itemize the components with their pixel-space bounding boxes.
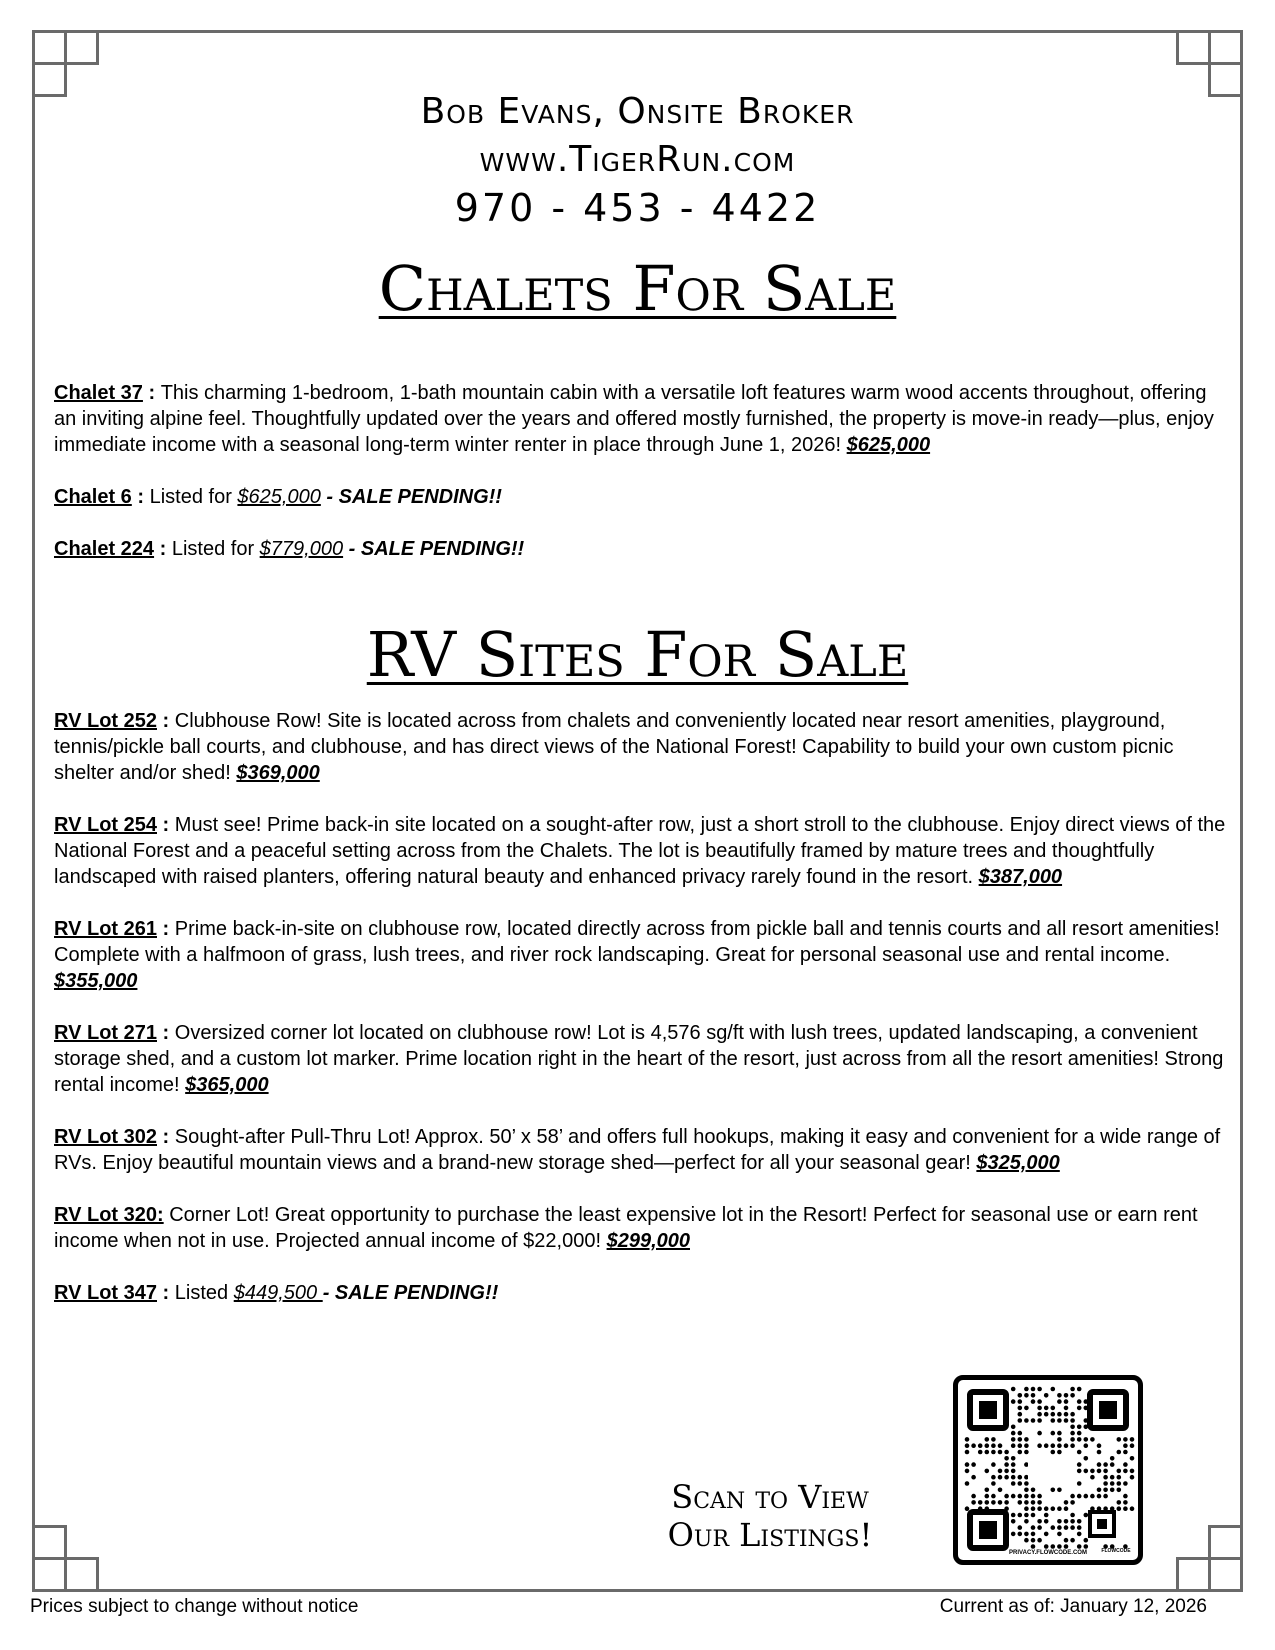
qr-module bbox=[1018, 1406, 1023, 1411]
qr-module bbox=[965, 1469, 970, 1474]
qr-module bbox=[1077, 1462, 1082, 1467]
qr-module bbox=[1057, 1525, 1062, 1530]
qr-module bbox=[1077, 1399, 1082, 1404]
qr-module bbox=[1051, 1488, 1056, 1493]
qr-module bbox=[1117, 1475, 1122, 1480]
qr-module bbox=[1031, 1393, 1036, 1398]
qr-module bbox=[1070, 1393, 1075, 1398]
listing-rv-lot-271: RV Lot 271 : Oversized corner lot located on clubhouse row! Lot is 4,576 sg/ft with lush trees, updated landscaping, a convenient storage shed, and a custom lot marker. Prime location right in the heart of the resort, just across from all the resort amenities! Strong rental income! $365,000 bbox=[54, 1022, 1224, 1096]
qr-module bbox=[1018, 1393, 1023, 1398]
qr-module bbox=[1130, 1437, 1135, 1442]
qr-module bbox=[1057, 1443, 1062, 1448]
qr-module bbox=[991, 1481, 996, 1486]
qr-module bbox=[1070, 1418, 1075, 1423]
qr-module bbox=[985, 1500, 990, 1505]
qr-module bbox=[1011, 1437, 1016, 1442]
qr-module bbox=[1064, 1393, 1069, 1398]
qr-module bbox=[1018, 1450, 1023, 1455]
qr-module bbox=[1051, 1431, 1056, 1436]
phone-number[interactable]: 970 - 453 - 4422 bbox=[454, 186, 821, 230]
qr-module bbox=[1057, 1544, 1062, 1549]
scan-prompt: Scan to View Our Listings! bbox=[667, 1478, 873, 1554]
qr-module bbox=[1084, 1513, 1089, 1518]
qr-module bbox=[1011, 1431, 1016, 1436]
qr-module bbox=[1103, 1469, 1108, 1474]
qr-module bbox=[1123, 1506, 1128, 1511]
qr-module bbox=[965, 1437, 970, 1442]
qr-module bbox=[1018, 1443, 1023, 1448]
qr-module bbox=[1044, 1519, 1049, 1524]
qr-module bbox=[1024, 1418, 1029, 1423]
chalets-heading: Chalets For Sale bbox=[378, 252, 897, 325]
qr-module bbox=[965, 1443, 970, 1448]
qr-code-graphic bbox=[958, 1380, 1138, 1560]
qr-module bbox=[1070, 1538, 1075, 1543]
qr-module bbox=[1004, 1500, 1009, 1505]
qr-module bbox=[1110, 1475, 1115, 1480]
qr-module bbox=[1084, 1494, 1089, 1499]
qr-module bbox=[1057, 1488, 1062, 1493]
qr-module bbox=[1077, 1544, 1082, 1549]
qr-module bbox=[1011, 1425, 1016, 1430]
qr-module bbox=[1084, 1538, 1089, 1543]
rv-listings bbox=[54, 708, 1226, 1332]
qr-module bbox=[1044, 1393, 1049, 1398]
qr-module bbox=[1103, 1494, 1108, 1499]
qr-module bbox=[1051, 1450, 1056, 1455]
qr-module bbox=[1117, 1500, 1122, 1505]
qr-module bbox=[1090, 1494, 1095, 1499]
qr-module bbox=[1064, 1538, 1069, 1543]
qr-module bbox=[1123, 1500, 1128, 1505]
qr-module bbox=[1097, 1450, 1102, 1455]
qr-module bbox=[1031, 1538, 1036, 1543]
qr-module bbox=[985, 1437, 990, 1442]
qr-module bbox=[971, 1462, 976, 1467]
qr-module bbox=[1018, 1431, 1023, 1436]
qr-module bbox=[1018, 1532, 1023, 1537]
qr-module bbox=[1031, 1500, 1036, 1505]
qr-module bbox=[1077, 1469, 1082, 1474]
qr-module bbox=[1018, 1437, 1023, 1442]
qr-module bbox=[1064, 1519, 1069, 1524]
qr-module bbox=[1077, 1481, 1082, 1486]
qr-module bbox=[1011, 1494, 1016, 1499]
broker-header bbox=[0, 88, 1275, 232]
qr-module bbox=[1070, 1525, 1075, 1530]
qr-module bbox=[1051, 1443, 1056, 1448]
qr-module bbox=[978, 1443, 983, 1448]
qr-module bbox=[1130, 1506, 1135, 1511]
qr-module bbox=[998, 1443, 1003, 1448]
qr-module bbox=[1044, 1532, 1049, 1537]
listing-rv-lot-252: RV Lot 252 : Clubhouse Row! Site is located across from chalets and conveniently located near resort amenities, playground, tennis/pickle ball courts, and clubhouse, and has direct views of the National Forest! Capability to build your own custom picnic shelter and/or shed! $369,000 bbox=[54, 710, 1174, 784]
qr-module bbox=[1070, 1425, 1075, 1430]
listing-rv-lot-320: RV Lot 320: Corner Lot! Great opportunity to purchase the least expensive lot in the Resort! Perfect for seasonal use or earn rent income when not in use. Projected annual income of $22,000! $299,000 bbox=[54, 1204, 1198, 1252]
qr-module bbox=[985, 1450, 990, 1455]
qr-module bbox=[978, 1450, 983, 1455]
qr-module bbox=[1057, 1393, 1062, 1398]
listing-rv-lot-347: RV Lot 347 : Listed $449,500 - SALE PENDING!! bbox=[54, 1282, 499, 1304]
qr-module bbox=[1018, 1412, 1023, 1417]
qr-module bbox=[1103, 1488, 1108, 1493]
qr-module bbox=[1018, 1500, 1023, 1505]
qr-module bbox=[1064, 1412, 1069, 1417]
qr-module bbox=[1130, 1456, 1135, 1461]
qr-module bbox=[1031, 1532, 1036, 1537]
qr-module bbox=[1057, 1450, 1062, 1455]
qr-module bbox=[1044, 1506, 1049, 1511]
qr-module bbox=[1103, 1475, 1108, 1480]
qr-module bbox=[998, 1469, 1003, 1474]
qr-module bbox=[985, 1443, 990, 1448]
qr-module bbox=[1077, 1431, 1082, 1436]
qr-module bbox=[1084, 1544, 1089, 1549]
qr-module bbox=[1123, 1469, 1128, 1474]
qr-module bbox=[1070, 1513, 1075, 1518]
qr-module bbox=[1037, 1538, 1042, 1543]
qr-module bbox=[998, 1475, 1003, 1480]
qr-module bbox=[985, 1488, 990, 1493]
qr-module bbox=[1024, 1506, 1029, 1511]
qr-module bbox=[1064, 1544, 1069, 1549]
qr-module bbox=[1031, 1418, 1036, 1423]
qr-module bbox=[1057, 1412, 1062, 1417]
qr-module bbox=[978, 1500, 983, 1505]
qr-module bbox=[1018, 1525, 1023, 1530]
qr-module bbox=[1011, 1443, 1016, 1448]
qr-module bbox=[1004, 1475, 1009, 1480]
qr-module bbox=[1037, 1431, 1042, 1436]
qr-module bbox=[1004, 1494, 1009, 1499]
qr-module bbox=[1037, 1418, 1042, 1423]
qr-module bbox=[1044, 1406, 1049, 1411]
corner-ornament-bottom-right bbox=[1173, 1522, 1243, 1592]
qr-module bbox=[1011, 1462, 1016, 1467]
qr-module bbox=[1024, 1532, 1029, 1537]
qr-module bbox=[1018, 1494, 1023, 1499]
qr-module bbox=[1057, 1431, 1062, 1436]
listing-rv-lot-302: RV Lot 302 : Sought-after Pull-Thru Lot! Approx. 50’ x 58’ and offers full hookups, making it easy and convenient for a wide range of RVs. Enjoy beautiful mountain views and a brand-new storage shed—perfect for all your seasonal gear! $325,000 bbox=[54, 1126, 1221, 1174]
qr-module bbox=[998, 1450, 1003, 1455]
qr-module bbox=[1117, 1437, 1122, 1442]
qr-module bbox=[991, 1500, 996, 1505]
qr-module bbox=[1024, 1450, 1029, 1455]
qr-module bbox=[1084, 1437, 1089, 1442]
qr-module bbox=[1090, 1437, 1095, 1442]
qr-module bbox=[1123, 1462, 1128, 1467]
qr-module bbox=[1103, 1462, 1108, 1467]
qr-module bbox=[1070, 1437, 1075, 1442]
qr-module bbox=[991, 1475, 996, 1480]
qr-module bbox=[965, 1481, 970, 1486]
qr-module bbox=[1057, 1399, 1062, 1404]
qr-module bbox=[1123, 1437, 1128, 1442]
qr-module bbox=[1011, 1481, 1016, 1486]
qr-module bbox=[971, 1500, 976, 1505]
qr-module bbox=[1024, 1494, 1029, 1499]
qr-module bbox=[985, 1494, 990, 1499]
qr-module bbox=[1037, 1399, 1042, 1404]
qr-module bbox=[1057, 1519, 1062, 1524]
qr-module bbox=[1123, 1494, 1128, 1499]
qr-module bbox=[1031, 1525, 1036, 1530]
qr-module bbox=[1070, 1494, 1075, 1499]
qr-module bbox=[1024, 1488, 1029, 1493]
listing-chalet-37: Chalet 37 : This charming 1-bedroom, 1-bath mountain cabin with a versatile loft features warm wood accents throughout, offering an inviting alpine feel. Thoughtfully updated over the years and offered mostly furnished, the property is move-in ready—plus, enjoy immediate income with a seasonal long-term winter renter in place through June 1, 2026! $625,000 bbox=[54, 382, 1214, 456]
qr-module bbox=[1031, 1506, 1036, 1511]
qr-module bbox=[1077, 1525, 1082, 1530]
qr-module bbox=[1057, 1532, 1062, 1537]
qr-module bbox=[1051, 1412, 1056, 1417]
qr-module bbox=[991, 1494, 996, 1499]
qr-module bbox=[1011, 1532, 1016, 1537]
qr-module bbox=[1077, 1406, 1082, 1411]
qr-module bbox=[991, 1437, 996, 1442]
qr-module bbox=[1037, 1500, 1042, 1505]
qr-module bbox=[1011, 1456, 1016, 1461]
qr-module bbox=[1117, 1506, 1122, 1511]
qr-module bbox=[1024, 1393, 1029, 1398]
qr-module bbox=[1084, 1443, 1089, 1448]
qr-module bbox=[1037, 1494, 1042, 1499]
qr-module bbox=[1024, 1513, 1029, 1518]
qr-module bbox=[1004, 1462, 1009, 1467]
qr-module bbox=[1110, 1456, 1115, 1461]
qr-module bbox=[1070, 1412, 1075, 1417]
qr-module bbox=[965, 1450, 970, 1455]
qr-module bbox=[1031, 1513, 1036, 1518]
qr-module bbox=[1031, 1544, 1036, 1549]
qr-module bbox=[1051, 1525, 1056, 1530]
qr-module bbox=[1037, 1519, 1042, 1524]
qr-module bbox=[1024, 1481, 1029, 1486]
qr-module bbox=[1051, 1418, 1056, 1423]
listing-rv-lot-254: RV Lot 254 : Must see! Prime back-in site located on a sought-after row, just a short stroll to the clubhouse. Enjoy direct views of the National Forest and a peaceful setting across from the Chalets. The lot is beautifully framed by mature trees and thoughtfully landscaped with raised planters, offering natural beauty and enhanced privacy rarely found in the resort. $387,000 bbox=[54, 814, 1226, 888]
rv-sites-heading: RV Sites For Sale bbox=[366, 618, 909, 691]
qr-module bbox=[1123, 1443, 1128, 1448]
qr-module bbox=[1057, 1418, 1062, 1423]
qr-module bbox=[1057, 1506, 1062, 1511]
qr-module bbox=[985, 1469, 990, 1474]
qr-module bbox=[1130, 1469, 1135, 1474]
chalet-listings bbox=[54, 380, 1226, 588]
qr-module bbox=[1037, 1412, 1042, 1417]
qr-module bbox=[1064, 1443, 1069, 1448]
current-as-of-date: Current as of: January 12, 2026 bbox=[939, 1596, 1207, 1617]
qr-module bbox=[1011, 1399, 1016, 1404]
qr-module bbox=[965, 1506, 970, 1511]
qr-module bbox=[1011, 1513, 1016, 1518]
qr-module bbox=[1004, 1456, 1009, 1461]
qr-module bbox=[1064, 1506, 1069, 1511]
qr-module bbox=[1044, 1544, 1049, 1549]
qr-module bbox=[1024, 1406, 1029, 1411]
qr-module bbox=[1070, 1519, 1075, 1524]
qr-module bbox=[1011, 1519, 1016, 1524]
qr-module bbox=[1037, 1506, 1042, 1511]
qr-module bbox=[1024, 1437, 1029, 1442]
qr-module bbox=[1051, 1544, 1056, 1549]
qr-module bbox=[1084, 1469, 1089, 1474]
qr-module bbox=[1103, 1481, 1108, 1486]
corner-ornament-bottom-left bbox=[32, 1522, 102, 1592]
website-link[interactable]: www.TigerRun.com bbox=[479, 139, 796, 180]
qr-module bbox=[1070, 1431, 1075, 1436]
qr-module bbox=[1117, 1450, 1122, 1455]
qr-module bbox=[1110, 1462, 1115, 1467]
qr-module bbox=[1031, 1488, 1036, 1493]
qr-module bbox=[1011, 1469, 1016, 1474]
qr-module bbox=[998, 1488, 1003, 1493]
qr-module bbox=[1031, 1399, 1036, 1404]
qr-module bbox=[971, 1475, 976, 1480]
qr-module bbox=[1077, 1494, 1082, 1499]
qr-module bbox=[1051, 1406, 1056, 1411]
qr-module bbox=[1011, 1387, 1016, 1392]
listing-rv-lot-261: RV Lot 261 : Prime back-in-site on clubhouse row, located directly across from pickle ball and tennis courts and all resort amenities! Complete with a halfmoon of grass, lush trees, and river rock landscaping. Great for personal seasonal use and rental income. $355,000 bbox=[54, 918, 1220, 992]
qr-module bbox=[1123, 1481, 1128, 1486]
qr-module bbox=[1011, 1475, 1016, 1480]
qr-module bbox=[1117, 1488, 1122, 1493]
qr-module bbox=[1024, 1387, 1029, 1392]
qr-module bbox=[971, 1443, 976, 1448]
qr-module bbox=[1110, 1488, 1115, 1493]
qr-module bbox=[1018, 1418, 1023, 1423]
qr-module bbox=[1057, 1437, 1062, 1442]
qr-module bbox=[1037, 1443, 1042, 1448]
qr-module bbox=[1077, 1519, 1082, 1524]
qr-module bbox=[1130, 1443, 1135, 1448]
qr-module bbox=[1070, 1500, 1075, 1505]
qr-module bbox=[1031, 1494, 1036, 1499]
qr-module bbox=[1097, 1462, 1102, 1467]
qr-module bbox=[991, 1462, 996, 1467]
qr-module bbox=[1051, 1387, 1056, 1392]
qr-module bbox=[1018, 1475, 1023, 1480]
qr-module bbox=[1024, 1519, 1029, 1524]
qr-module bbox=[1117, 1469, 1122, 1474]
qr-module bbox=[1077, 1450, 1082, 1455]
qr-module bbox=[1004, 1469, 1009, 1474]
qr-module bbox=[1097, 1488, 1102, 1493]
qr-module bbox=[1018, 1481, 1023, 1486]
qr-module bbox=[1024, 1443, 1029, 1448]
qr-module bbox=[1097, 1443, 1102, 1448]
qr-module bbox=[1117, 1481, 1122, 1486]
qr-module bbox=[1024, 1500, 1029, 1505]
qr-module bbox=[1044, 1443, 1049, 1448]
qr-module bbox=[1077, 1387, 1082, 1392]
qr-module bbox=[1044, 1513, 1049, 1518]
listing-chalet-224: Chalet 224 : Listed for $779,000 - SALE PENDING!! bbox=[54, 538, 525, 560]
qr-module bbox=[971, 1494, 976, 1499]
qr-module bbox=[1051, 1506, 1056, 1511]
qr-module bbox=[1004, 1450, 1009, 1455]
qr-module bbox=[1090, 1475, 1095, 1480]
qr-module bbox=[965, 1462, 970, 1467]
qr-module bbox=[1123, 1450, 1128, 1455]
qr-module bbox=[1018, 1399, 1023, 1404]
qr-module bbox=[1037, 1406, 1042, 1411]
qr-badge: FLOWCODE bbox=[1101, 1548, 1131, 1554]
qr-code[interactable] bbox=[953, 1375, 1143, 1565]
qr-module bbox=[1097, 1469, 1102, 1474]
qr-module bbox=[1070, 1387, 1075, 1392]
qr-module bbox=[1077, 1532, 1082, 1537]
qr-module bbox=[998, 1500, 1003, 1505]
price-disclaimer: Prices subject to change without notice bbox=[30, 1596, 359, 1617]
qr-module bbox=[1064, 1399, 1069, 1404]
qr-module bbox=[1084, 1456, 1089, 1461]
qr-module bbox=[991, 1443, 996, 1448]
qr-module bbox=[1044, 1412, 1049, 1417]
qr-module bbox=[1031, 1387, 1036, 1392]
qr-module bbox=[1037, 1525, 1042, 1530]
qr-module bbox=[1064, 1418, 1069, 1423]
qr-module bbox=[991, 1450, 996, 1455]
qr-module bbox=[1037, 1387, 1042, 1392]
qr-module bbox=[1064, 1525, 1069, 1530]
qr-module bbox=[1130, 1475, 1135, 1480]
qr-module bbox=[1077, 1425, 1082, 1430]
qr-module bbox=[1064, 1406, 1069, 1411]
qr-module bbox=[1110, 1481, 1115, 1486]
qr-module bbox=[1018, 1513, 1023, 1518]
qr-module bbox=[1097, 1494, 1102, 1499]
qr-module bbox=[1064, 1500, 1069, 1505]
qr-module bbox=[1077, 1437, 1082, 1442]
listing-chalet-6: Chalet 6 : Listed for $625,000 - SALE PENDING!! bbox=[54, 486, 502, 508]
qr-caption: PRIVACY.FLOWCODE.COM bbox=[1009, 1550, 1087, 1556]
qr-module bbox=[1024, 1538, 1029, 1543]
qr-module bbox=[1090, 1469, 1095, 1474]
qr-module bbox=[1070, 1443, 1075, 1448]
broker-name: Bob Evans, Onsite Broker bbox=[420, 91, 855, 132]
